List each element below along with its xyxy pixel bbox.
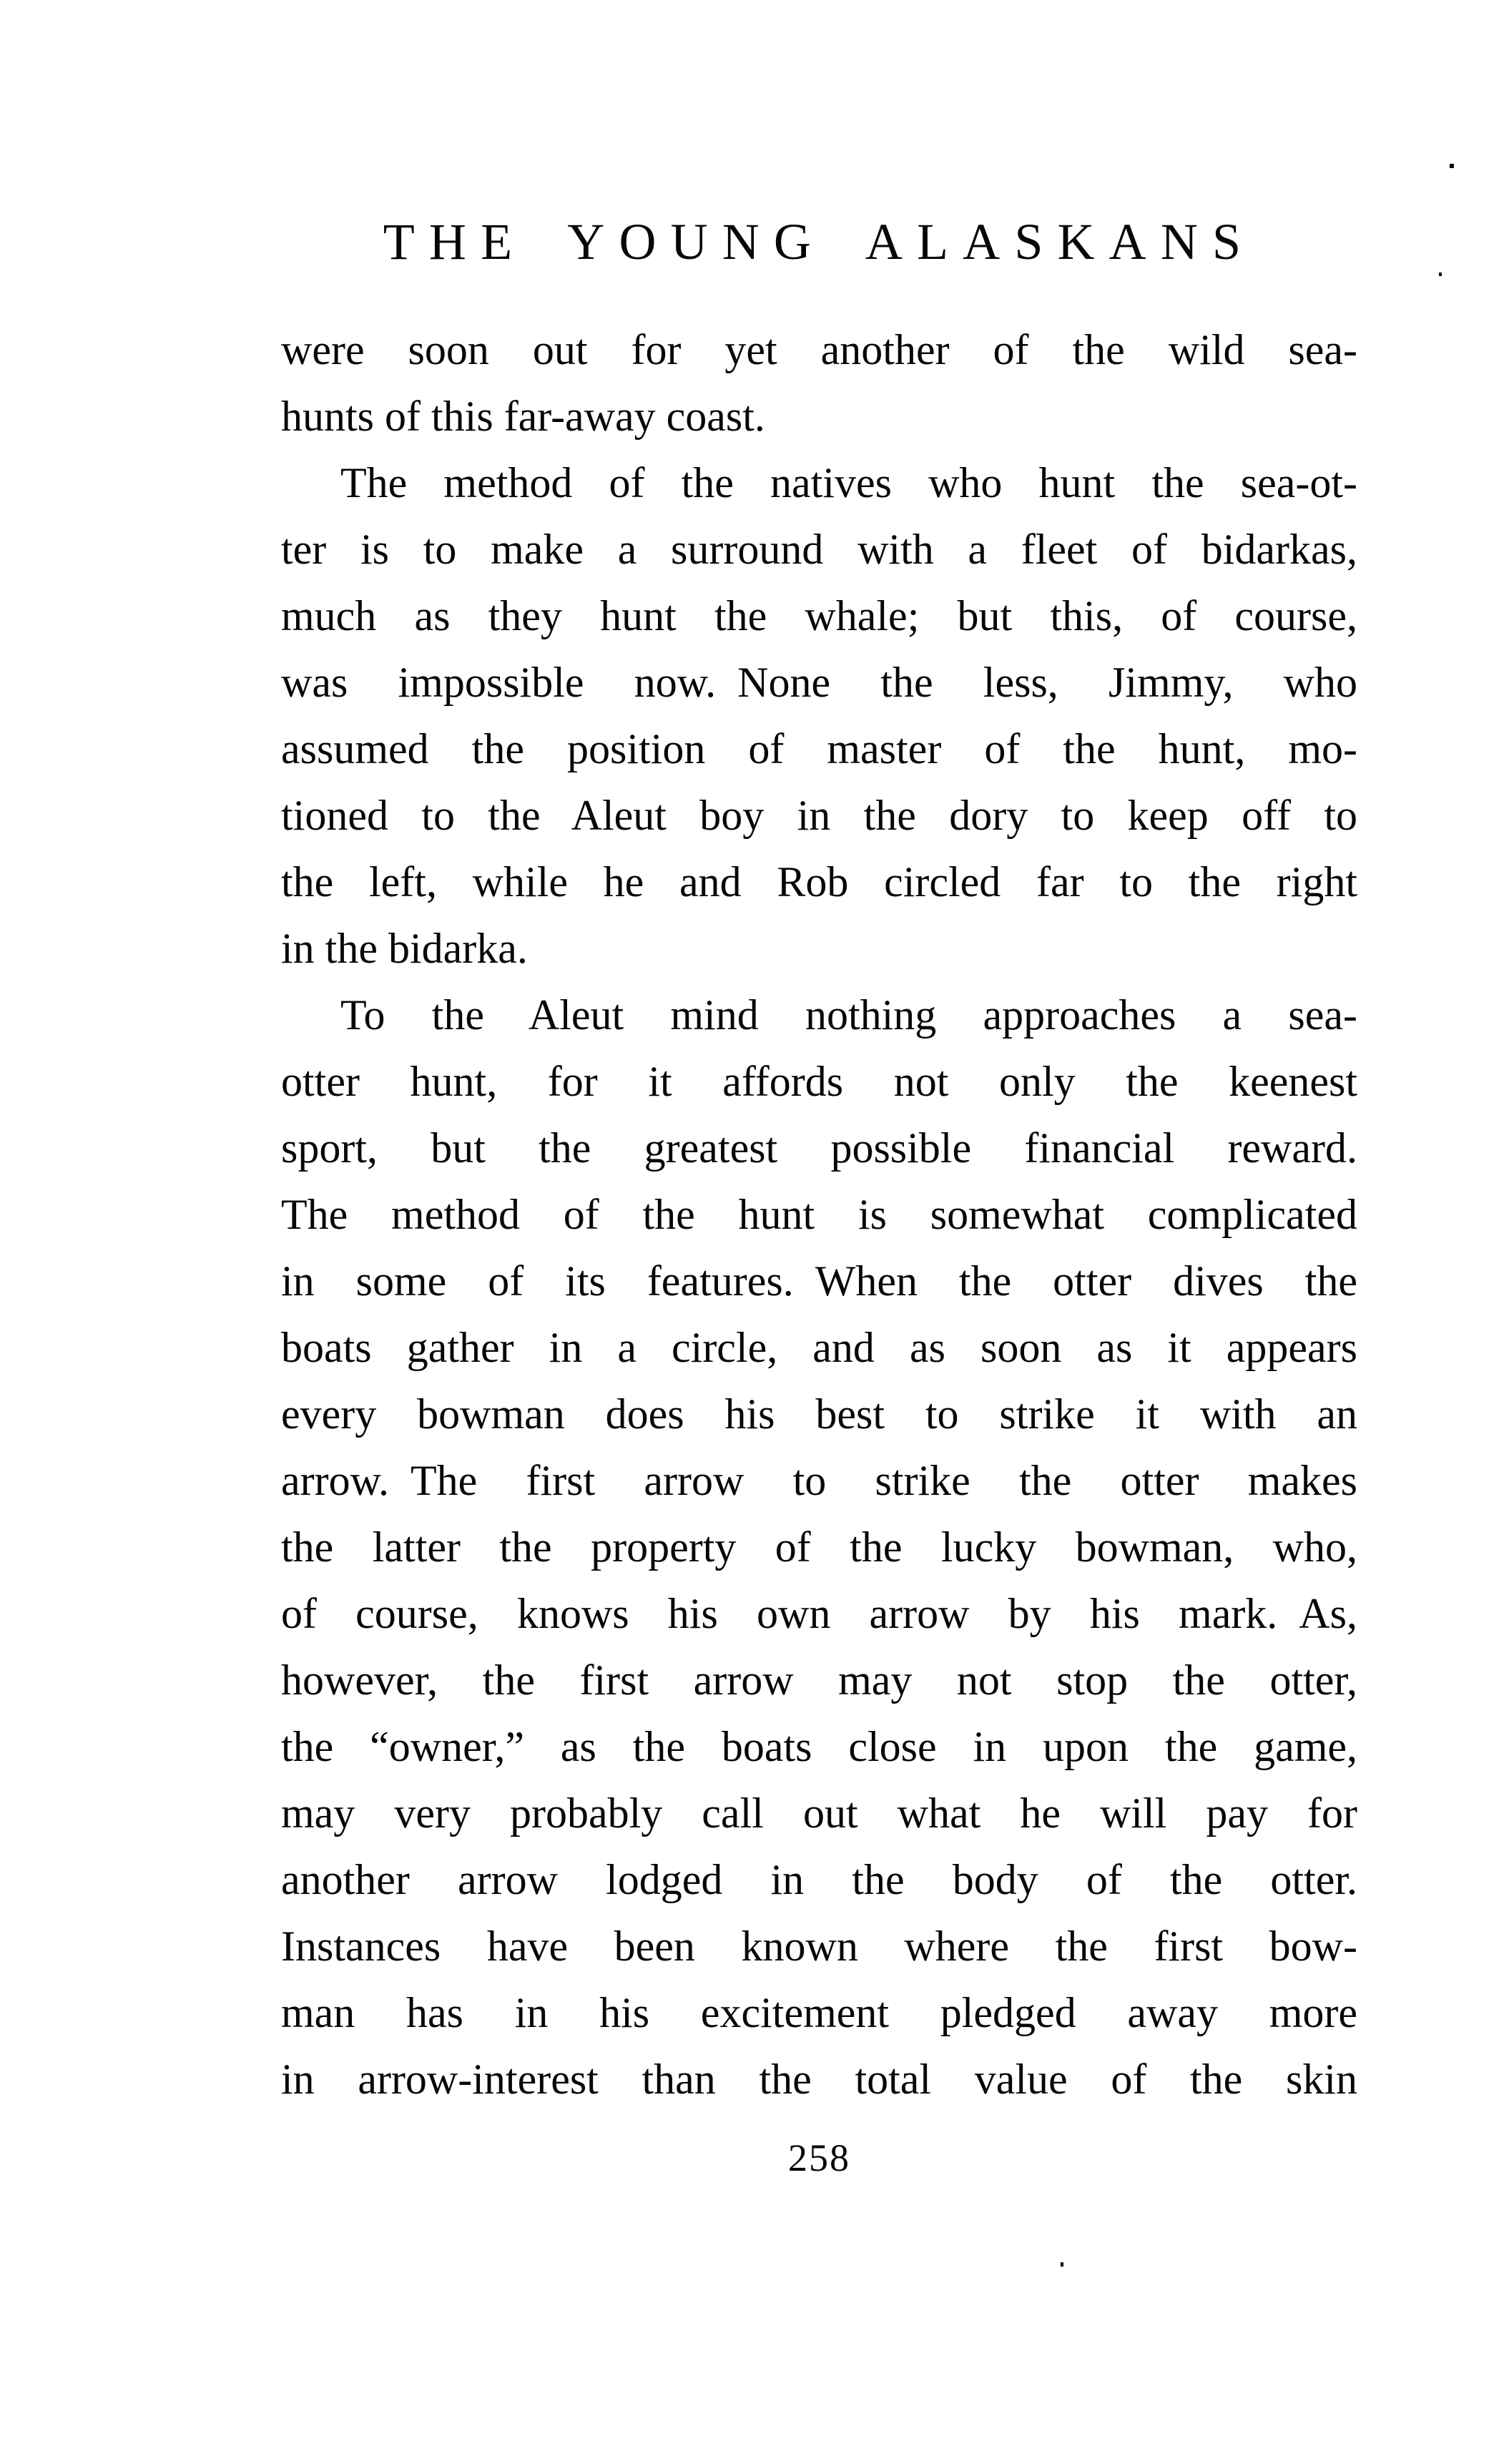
running-head-title: THE YOUNG ALASKANS xyxy=(383,213,1256,270)
body-line: every bowman does his best to strike it with an xyxy=(281,1390,1357,1438)
body-line: boats gather in a circle, and as soon as it appears xyxy=(281,1324,1357,1371)
scan-speck xyxy=(1450,164,1454,168)
body-line: the latter the property of the lucky bowman, who, xyxy=(281,1523,1357,1571)
body-line: were soon out for yet another of the wild sea- xyxy=(281,326,1357,373)
body-line: the left, while he and Rob circled far to the right xyxy=(281,858,1357,905)
body-line: assumed the position of master of the hunt, mo- xyxy=(281,725,1357,772)
body-line: Instances have been known where the first bow- xyxy=(281,1923,1357,1970)
body-text-block xyxy=(281,317,1357,2113)
body-line: was impossible now. None the less, Jimmy, who xyxy=(281,659,1357,706)
body-line: in the bidarka. xyxy=(281,925,528,972)
body-line: of course, knows his own arrow by his mark. As, xyxy=(281,1590,1357,1637)
body-line: otter hunt, for it affords not only the keenest xyxy=(281,1058,1357,1105)
body-line: To the Aleut mind nothing approaches a sea- xyxy=(340,991,1357,1039)
scan-speck xyxy=(1439,273,1442,276)
body-line: hunts of this far-away coast. xyxy=(281,393,765,440)
body-line: however, the first arrow may not stop the otter, xyxy=(281,1656,1357,1704)
body-line: The method of the natives who hunt the sea-ot- xyxy=(340,459,1357,506)
body-line: sport, but the greatest possible financial reward. xyxy=(281,1124,1357,1172)
body-line: may very probably call out what he will pay for xyxy=(281,1790,1357,1837)
body-line: arrow. The first arrow to strike the otter makes xyxy=(281,1457,1357,1504)
body-line: man has in his excitement pledged away more xyxy=(281,1989,1357,2036)
body-line: tioned to the Aleut boy in the dory to keep off to xyxy=(281,792,1357,839)
body-line: in some of its features. When the otter dives the xyxy=(281,1257,1357,1305)
scan-speck xyxy=(1061,2262,1063,2267)
body-line: another arrow lodged in the body of the otter. xyxy=(281,1856,1357,1903)
body-line: much as they hunt the whale; but this, of course, xyxy=(281,592,1357,639)
page-number: 258 xyxy=(788,2136,850,2179)
body-line: ter is to make a surround with a fleet of bidarkas, xyxy=(281,526,1357,573)
body-line: The method of the hunt is somewhat complicated xyxy=(281,1191,1357,1238)
body-line: the “owner,” as the boats close in upon the game, xyxy=(281,1723,1357,1770)
body-line: in arrow-interest than the total value of the skin xyxy=(281,2056,1357,2103)
